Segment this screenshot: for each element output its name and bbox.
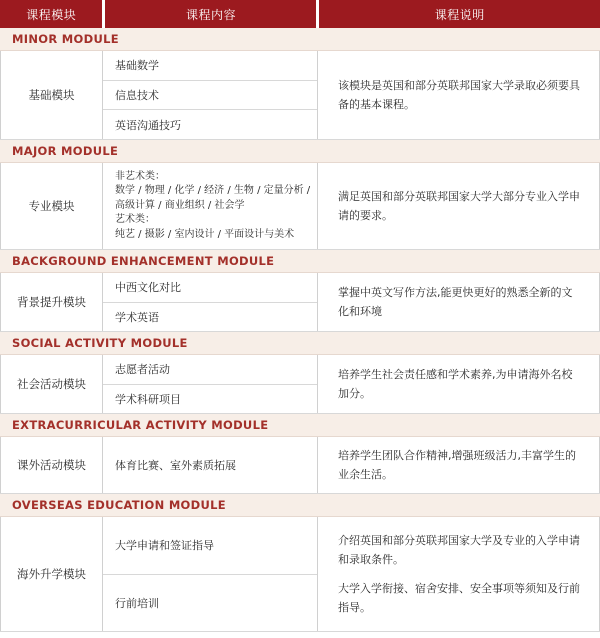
- section-title: MAJOR MODULE: [0, 140, 600, 163]
- section-title: BACKGROUND ENHANCEMENT MODULE: [0, 250, 600, 273]
- description-text: 介绍英国和部分英联邦国家大学及专业的入学申请和录取条件。: [338, 534, 580, 566]
- description-text: 掌握中英文写作方法,能更快更好的熟悉全新的文化和环境: [338, 286, 573, 318]
- module-items: [103, 517, 318, 631]
- module-block: [0, 163, 600, 250]
- section-title: SOCIAL ACTIVITY MODULE: [0, 332, 600, 355]
- section-title: OVERSEAS EDUCATION MODULE: [0, 494, 600, 517]
- module-description: [318, 273, 600, 331]
- module-category: 专业模块: [0, 163, 103, 249]
- description-text: 培养学生团队合作精神,增强班级活力,丰富学生的业余生活。: [338, 449, 576, 481]
- course-item: 基础数学: [103, 51, 317, 81]
- module-description: [318, 437, 600, 493]
- module-description: [318, 355, 600, 413]
- course-line: 数学 / 物理 / 化学 / 经济 / 生物 / 定量分析 /: [115, 185, 311, 197]
- description-text: 大学入学衔接、宿舍安排、安全事项等须知及行前指导。: [338, 582, 580, 614]
- module-category: 基础模块: [0, 51, 103, 139]
- course-item: 学术科研项目: [115, 392, 181, 406]
- module-block: [0, 437, 600, 494]
- module-items: [103, 273, 318, 331]
- module-description: [318, 163, 600, 249]
- description-text: 培养学生社会责任感和学术素养,为申请海外名校加分。: [338, 368, 573, 400]
- module-block: [0, 51, 600, 140]
- description-text: 满足英国和部分英联邦国家大学大部分专业入学申请的要求。: [338, 190, 580, 222]
- table-header: [0, 0, 600, 28]
- course-item: 行前培训: [115, 596, 159, 610]
- course-item: 学术英语: [115, 310, 159, 324]
- header-description: 课程说明: [319, 0, 600, 28]
- course-line: 高级计算 / 商业组织 / 社会学: [115, 199, 245, 211]
- module-category: 背景提升模块: [0, 273, 103, 331]
- module-block: [0, 355, 600, 414]
- module-description: [318, 51, 600, 139]
- course-line: 非艺术类：: [115, 170, 165, 182]
- module-items: [103, 355, 318, 413]
- module-items: [103, 163, 318, 249]
- course-item-list: [103, 163, 317, 249]
- course-item: 英语沟通技巧: [115, 118, 181, 132]
- course-item: 大学申请和签证指导: [103, 517, 317, 575]
- module-items: [103, 437, 318, 493]
- module-category: 海外升学模块: [0, 517, 103, 631]
- module-items: [103, 51, 318, 139]
- section-title: EXTRACURRICULAR ACTIVITY MODULE: [0, 414, 600, 437]
- course-item: 中西文化对比: [103, 273, 317, 303]
- module-block: [0, 273, 600, 332]
- header-module: 课程模块: [0, 0, 102, 28]
- course-item: 志愿者活动: [103, 355, 317, 385]
- module-category: 社会活动模块: [0, 355, 103, 413]
- course-item: 信息技术: [103, 81, 317, 111]
- module-block: [0, 517, 600, 632]
- description-text: 该模块是英国和部分英联邦国家大学录取必须要具备的基本课程。: [338, 79, 580, 111]
- module-description: [318, 517, 600, 631]
- course-item: 体育比赛、室外素质拓展: [115, 459, 236, 472]
- module-category: 课外活动模块: [0, 437, 103, 493]
- section-title: MINOR MODULE: [0, 28, 600, 51]
- header-content: 课程内容: [105, 0, 316, 28]
- course-line: 艺术类：: [115, 214, 155, 226]
- course-line: 纯艺 / 摄影 / 室内设计 / 平面设计与美术: [115, 228, 295, 240]
